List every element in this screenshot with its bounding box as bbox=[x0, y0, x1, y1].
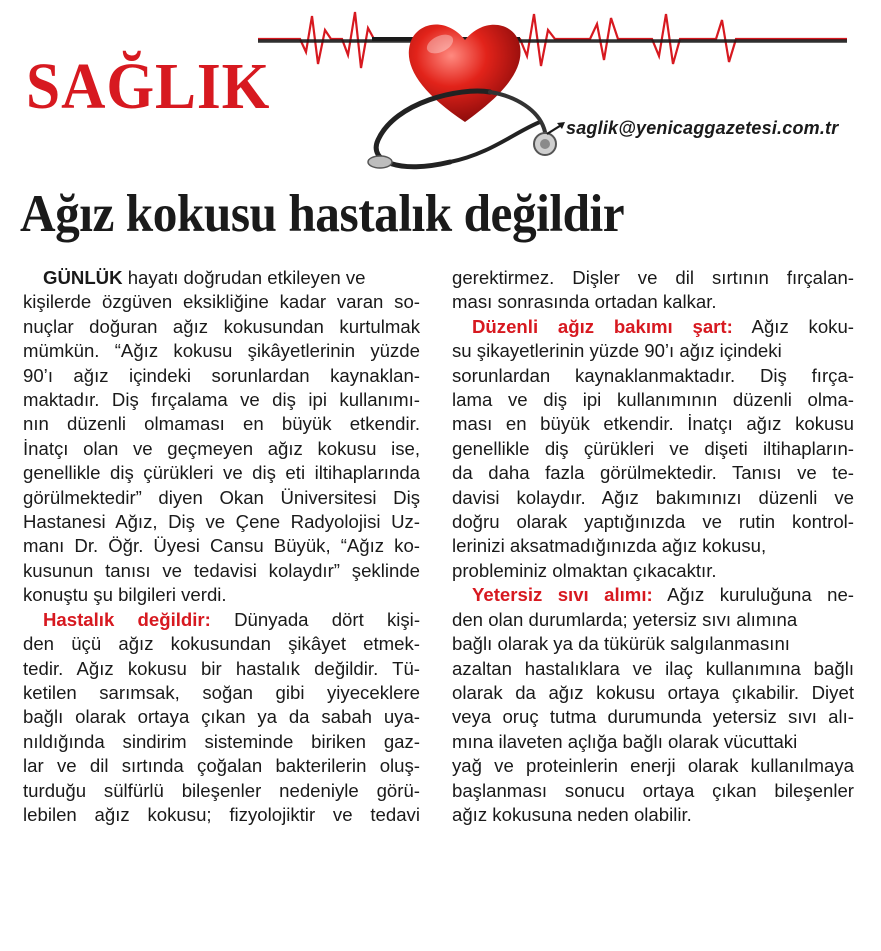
text-line: manı Dr. Öğr. Üyesi Cansu Büyük, “Ağız ko- bbox=[23, 535, 420, 557]
text-line: tedir. Ağız kokusu bir hastalık değildir. Tü- bbox=[23, 657, 420, 679]
text-line bbox=[23, 608, 420, 632]
text-line: nın düzenli olmaması en büyük etkendir. bbox=[23, 413, 420, 435]
text-line bbox=[23, 266, 420, 290]
text-line: gerektirmez. Dişler ve dil sırtının fırçalan- bbox=[452, 267, 854, 288]
text-line bbox=[452, 315, 854, 339]
text-segment: Ağız kuruluğuna ne- bbox=[652, 584, 855, 606]
text-line: olarak da ağız kokusu ortaya çıkabilir. Diyet bbox=[452, 681, 854, 703]
section-title: SAĞLIK bbox=[26, 50, 271, 123]
text-line: genellikle diş çürükleri ve dişeti iltihapların- bbox=[452, 437, 854, 459]
lead-word: GÜNLÜK bbox=[43, 267, 123, 288]
email-link[interactable]: saglik@yenicaggazetesi.com.tr bbox=[566, 118, 839, 138]
text-line: ağız kokusuna neden olabilir. bbox=[452, 803, 692, 825]
headline: Ağız kokusu hastalık değildir bbox=[20, 185, 625, 243]
text-line: mına ilaveten açlığa bağlı olarak vücuttaki bbox=[452, 730, 798, 752]
text-line: den üçü ağız kokusundan şikâyet etmek- bbox=[23, 633, 420, 655]
text-line: bağlı olarak ya da tükürük salgılanmasını bbox=[452, 633, 790, 655]
text-line: Hastanesi Ağız, Diş ve Çene Radyolojisi Uz- bbox=[23, 511, 420, 533]
text-line: lar ve dil sırtında çoğalan bakterilerin oluş- bbox=[23, 755, 420, 777]
text-line: kişilerde özgüven eksikliğine kadar varan so- bbox=[23, 291, 420, 313]
text-line: ması en büyük etkendir. İnatçı ağız kokusu bbox=[452, 413, 854, 435]
text-line: su şikayetlerinin yüzde 90’ı ağız içindeki bbox=[452, 340, 782, 362]
text-line: azaltan hastalıklara ve ilaç kullanımına bağlı bbox=[452, 657, 854, 679]
text-line: ketilen sarımsak, soğan gibi yiyeceklere bbox=[23, 681, 420, 703]
right-column bbox=[452, 266, 854, 827]
text-line: nuçlar doğuran ağız kokusundan kurtulmak bbox=[23, 315, 420, 337]
text-segment: hayatı doğrudan etkileyen ve bbox=[122, 267, 366, 288]
text-line: nıldığında sindirim sisteminde biriken gaz- bbox=[23, 730, 420, 752]
subheading: Hastalık değildir: bbox=[43, 608, 211, 630]
text-line: başlanması sonucu ortaya çıkan bileşenler bbox=[452, 779, 854, 801]
text-line: ması sonrasında ortadan kalkar. bbox=[452, 291, 717, 313]
text-line: davisi kolaydır. Ağız bakımınızı düzenli ve bbox=[452, 486, 854, 508]
text-line: İnatçı olan ve geçmeyen ağız kokusu ise, bbox=[23, 437, 420, 459]
text-line: probleminiz olmaktan çıkacaktır. bbox=[452, 559, 717, 581]
text-line: genellikle diş çürükleri ve diş eti iltihaplarında bbox=[23, 462, 420, 484]
text-line: lerinizi aksatmadığınızda ağız kokusu, bbox=[452, 535, 767, 557]
text-line: turduğu sülfürlü bileşenler nedeniyle görü- bbox=[23, 779, 420, 801]
left-column bbox=[23, 266, 420, 827]
text-line: lama ve diş ipi kullanımının düzenli olma- bbox=[452, 389, 854, 411]
text-line: 90’ı ağız içindeki sorunlardan kaynaklan- bbox=[23, 364, 420, 386]
text-line: maktadır. Diş fırçalama ve diş ipi kullanımı- bbox=[23, 389, 420, 411]
text-line: sorunlardan kaynaklanmaktadır. Diş fırça- bbox=[452, 364, 854, 386]
subheading: Düzenli ağız bakımı şart: bbox=[472, 315, 733, 337]
text-line: konuştu şu bilgileri verdi. bbox=[23, 584, 227, 606]
text-line: doğru olarak yaptığınızda ve rutin kontrol- bbox=[452, 511, 854, 533]
text-line: lebilen ağız kokusu; fizyolojiktir ve tedavi bbox=[23, 803, 420, 825]
text-line: bağlı olarak ortaya çıkan ya da sabah uya- bbox=[23, 706, 420, 728]
text-line: görülmektedir” diyen Okan Üniversitesi Diş bbox=[23, 486, 420, 508]
text-line: mümkün. “Ağız kokusu şikâyetlerinin yüzde bbox=[23, 340, 420, 362]
text-line: veya oruç tutma durumunda yetersiz sıvı alı- bbox=[452, 706, 854, 728]
text-line bbox=[452, 583, 854, 607]
section-header bbox=[0, 0, 881, 185]
text-line: den olan durumlarda; yetersiz sıvı alımına bbox=[452, 608, 798, 630]
text-segment: Ağız koku- bbox=[732, 315, 855, 337]
text-line: kusunun tanısı ve tedavisi kolaydır” şeklinde bbox=[23, 559, 420, 581]
text-segment: Dünyada dört kişi- bbox=[210, 608, 421, 630]
subheading: Yetersiz sıvı alımı: bbox=[472, 584, 653, 606]
text-line: yağ ve proteinlerin enerji olarak kullanılmaya bbox=[452, 755, 854, 777]
text-line: da daha fazla görülmektedir. Tanısı ve te- bbox=[452, 462, 854, 484]
